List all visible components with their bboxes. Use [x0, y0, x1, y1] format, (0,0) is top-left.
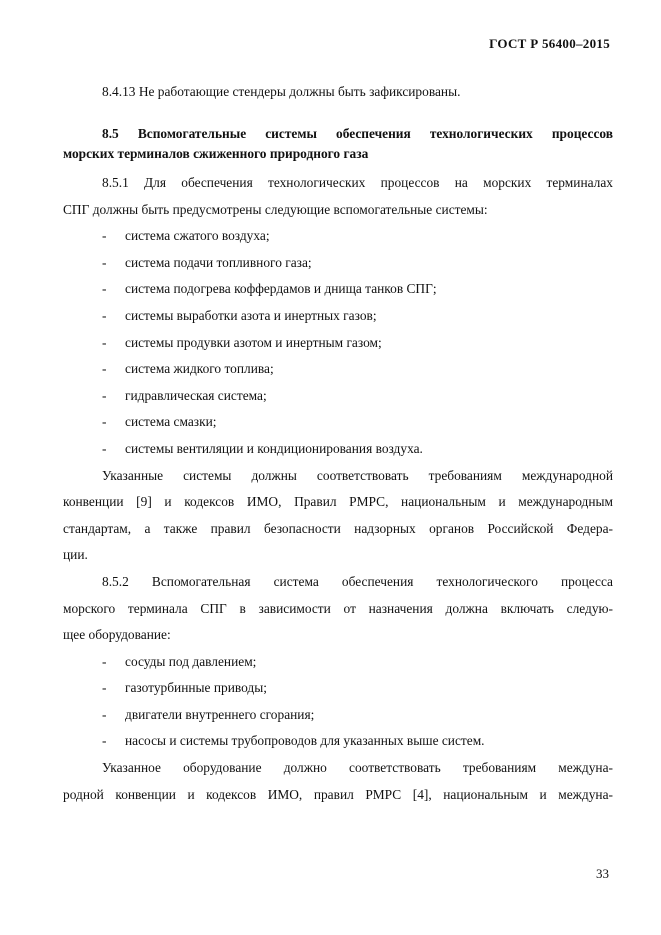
- list-dash: -: [102, 254, 107, 270]
- list-dash: -: [102, 414, 107, 430]
- list-item: [63, 276, 613, 303]
- paragraph-8-5-1-line-2: СПГ должны быть предусмотрены следующие вспомогательные системы:: [63, 201, 488, 217]
- list-item: [63, 383, 613, 410]
- list-item-text: системы вентиляции и кондиционирования воздуха.: [125, 440, 423, 456]
- list-item-text: системы выработки азота и инертных газов;: [125, 307, 377, 323]
- list-item-text: система подачи топливного газа;: [125, 254, 312, 270]
- list-item-text: система смазки;: [125, 414, 217, 430]
- section-heading: [63, 124, 613, 164]
- list-dash: -: [102, 706, 107, 722]
- paragraph-systems-line-2: конвенции [9] и кодексов ИМО, Правил РМРС, национальным и международным: [63, 494, 613, 510]
- list-item: [63, 702, 613, 729]
- body-text: [63, 79, 613, 106]
- paragraph-8-5-2-line-1: 8.5.2 Вспомогательная система обеспечения технологического процесса: [102, 573, 613, 589]
- list-item: [63, 436, 613, 463]
- list-item: [63, 409, 613, 436]
- list-item: [63, 356, 613, 383]
- list-item: [63, 303, 613, 330]
- list-dash: -: [102, 680, 107, 696]
- list-item-text: газотурбинные приводы;: [125, 680, 267, 696]
- list-item: [63, 330, 613, 357]
- equipment-list: [63, 649, 613, 755]
- list-item-text: насосы и системы трубопроводов для указанных выше систем.: [125, 733, 485, 749]
- list-dash: -: [102, 387, 107, 403]
- paragraph-systems-line-3: стандартам, а также правил безопасности надзорных органов Российской Федера-: [63, 520, 613, 536]
- list-item-text: система подогрева коффердамов и днища танков СПГ;: [125, 281, 437, 297]
- list-item-text: система сжатого воздуха;: [125, 228, 270, 244]
- list-item-text: система жидкого топлива;: [125, 361, 274, 377]
- paragraph-8-5-1-line-1: 8.5.1 Для обеспечения технологических процессов на морских терминалах: [102, 175, 613, 190]
- list-item-text: сосуды под давлением;: [125, 653, 257, 669]
- list-dash: -: [102, 228, 107, 244]
- paragraph-8-5-2-line-3: щее оборудование:: [63, 627, 171, 643]
- list-dash: -: [102, 440, 107, 456]
- section-heading-line-1: 8.5 Вспомогательные системы обеспечения технологических процессов: [102, 126, 613, 141]
- list-item-text: системы продувки азотом и инертным газом;: [125, 334, 382, 350]
- paragraph-8-5-2-line-2: морского терминала СПГ в зависимости от назначения должна включать следую-: [63, 600, 613, 616]
- paragraph-8-4-13: 8.4.13 Не работающие стендеры должны быть зафиксированы.: [102, 84, 461, 99]
- list-dash: -: [102, 307, 107, 323]
- list-item: [63, 649, 613, 676]
- list-dash: -: [102, 361, 107, 377]
- list-dash: -: [102, 281, 107, 297]
- list-item: [63, 250, 613, 277]
- paragraph-systems-line-4: ции.: [63, 547, 88, 563]
- auxiliary-systems-list: [63, 223, 613, 462]
- paragraph-equipment-line-2: родной конвенции и кодексов ИМО, правил РМРС [4], национальным и междуна-: [63, 786, 613, 802]
- paragraph-equipment-line-1: Указанное оборудование должно соответствовать требованиям междуна-: [102, 760, 613, 776]
- page-number: 33: [596, 866, 609, 881]
- standard-header: ГОСТ Р 56400–2015: [489, 36, 610, 51]
- list-dash: -: [102, 733, 107, 749]
- list-item: [63, 223, 613, 250]
- paragraph-systems-line-1: Указанные системы должны соответствовать требованиям международной: [102, 467, 613, 483]
- main-body: [63, 170, 613, 808]
- list-item-text: двигатели внутреннего сгорания;: [125, 706, 315, 722]
- list-item: [63, 675, 613, 702]
- section-heading-line-2: морских терминалов сжиженного природного газа: [63, 146, 369, 161]
- list-dash: -: [102, 653, 107, 669]
- list-item: [63, 728, 613, 755]
- list-item-text: гидравлическая система;: [125, 387, 267, 403]
- list-dash: -: [102, 334, 107, 350]
